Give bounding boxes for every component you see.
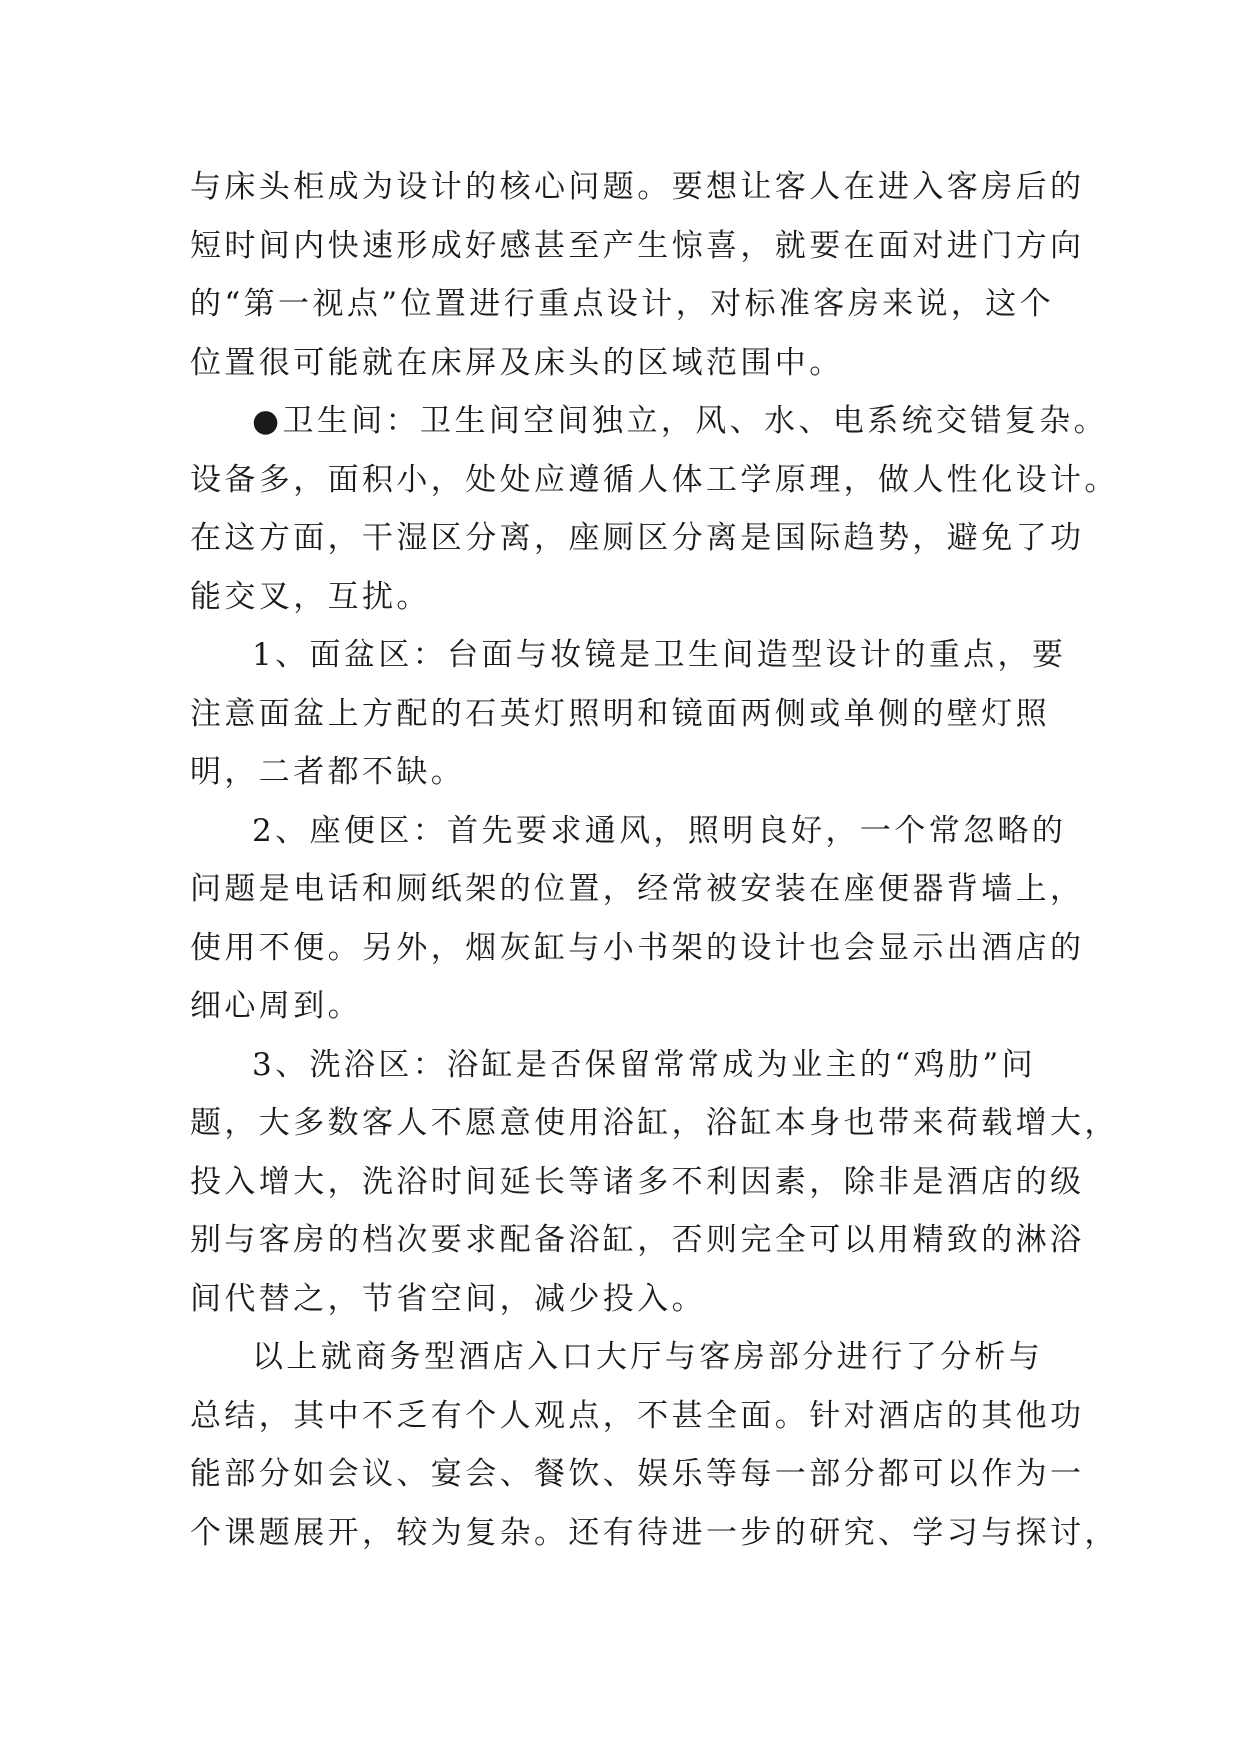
text-line: 别与客房的档次要求配备浴缸，否则完全可以用精致的淋浴 (190, 1222, 1085, 1258)
text-line: 细心周到。 (190, 988, 362, 1024)
text-line: 能交叉，互扰。 (190, 578, 431, 615)
text-line: 位置很可能就在床屏及床头的区域范围中。 (190, 344, 844, 381)
text-line: 投入增大，洗浴时间延长等诸多不利因素，除非是酒店的级 (190, 1163, 1085, 1200)
text-line: 的“第一视点”位置进行重点设计，对标准客房来说，这个 (190, 286, 1055, 322)
text-line: 设备多，面积小，处处应遵循人体工学原理，做人性化设计。 (190, 461, 1119, 498)
text-line: 短时间内快速形成好感甚至产生惊喜，就要在面对进门方向 (190, 227, 1085, 264)
text-line: 注意面盆上方配的石英灯照明和镜面两侧或单侧的壁灯照 (190, 695, 1050, 732)
text-line: 能部分如会议、宴会、餐饮、娱乐等每一部分都可以作为一 (190, 1456, 1085, 1492)
text-line: 以上就商务型酒店入口大厅与客房部分进行了分析与 (252, 1339, 1044, 1375)
text-line: 2、座便区：首先要求通风，照明良好，一个常忽略的 (252, 812, 1067, 849)
text-line: 个课题展开，较为复杂。还有待进一步的研究、学习与探讨， (190, 1514, 1119, 1551)
text-line: 问题是电话和厕纸架的位置，经常被安装在座便器背墙上， (190, 871, 1085, 907)
text-line: 3、洗浴区：浴缸是否保留常常成为业主的“鸡肋”问 (252, 1046, 1037, 1083)
text-line: 使用不便。另外，烟灰缸与小书架的设计也会显示出酒店的 (190, 929, 1085, 966)
body-text (190, 158, 1119, 1562)
text-line: 总结，其中不乏有个人观点，不甚全面。针对酒店的其他功 (190, 1397, 1085, 1434)
text-line: 在这方面，干湿区分离，座厕区分离是国际趋势，避免了功 (190, 520, 1085, 556)
text-line: 明，二者都不缺。 (190, 754, 466, 790)
text-line: 1、面盆区：台面与妆镜是卫生间造型设计的重点，要 (252, 637, 1067, 673)
text-line: 题，大多数客人不愿意使用浴缸，浴缸本身也带来荷载增大， (190, 1105, 1119, 1141)
text-line: 间代替之，节省空间，减少投入。 (190, 1280, 706, 1317)
text-line: 与床头柜成为设计的核心问题。要想让客人在进入客房后的 (190, 169, 1085, 205)
text-line: ●卫生间：卫生间空间独立，风、水、电系统交错复杂。 (252, 403, 1109, 439)
